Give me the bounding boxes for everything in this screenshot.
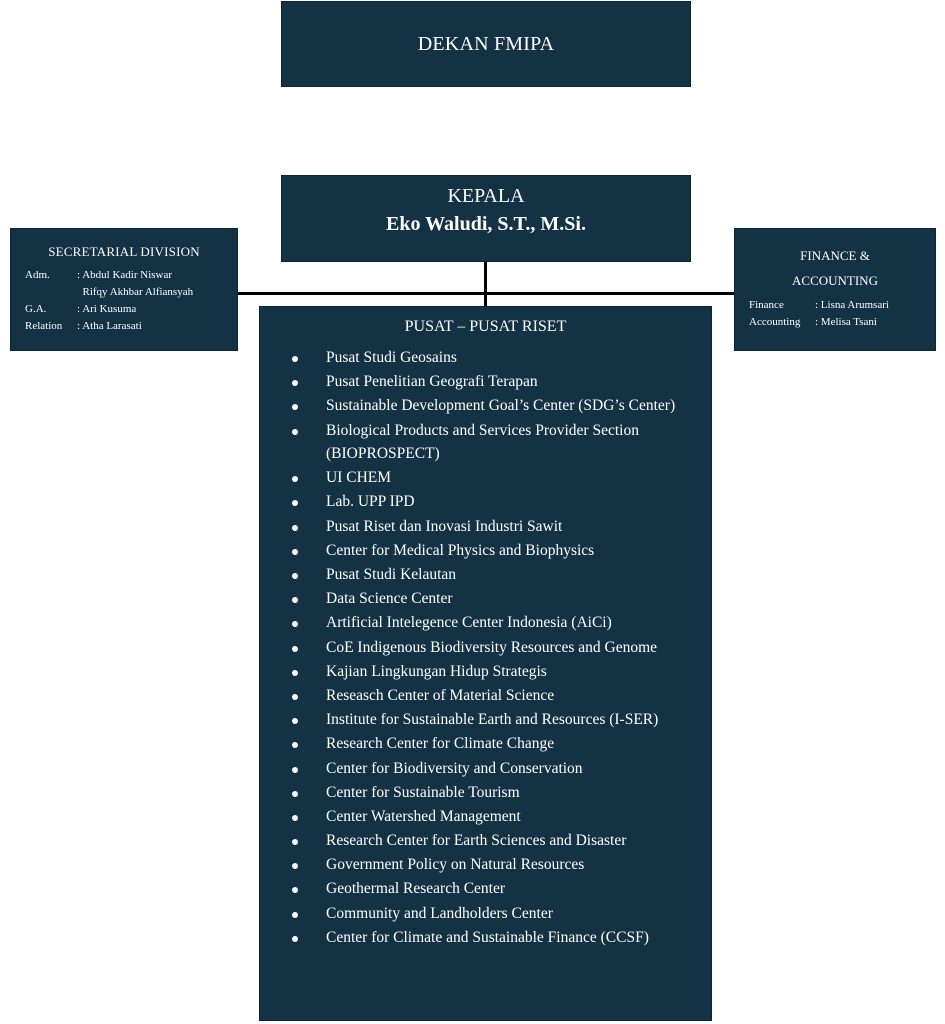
finance-accounting-box [734, 228, 936, 351]
finance-role: Finance [749, 299, 784, 311]
secretarial-name: : Atha Larasati [77, 320, 142, 332]
bullet-icon [292, 670, 298, 676]
list-item-label: Center for Sustainable Tourism [326, 783, 520, 801]
pusat-riset-box [259, 306, 712, 1021]
list-item [260, 902, 713, 926]
bullet-icon [292, 863, 298, 869]
finance-name: : Lisna Arumsari [815, 299, 889, 311]
list-item [260, 805, 713, 829]
bullet-icon [292, 646, 298, 652]
secretarial-title: SECRETARIAL DIVISION [48, 244, 200, 259]
bullet-icon [292, 815, 298, 821]
list-item-label: CoE Indigenous Biodiversity Resources and Genome [326, 638, 658, 656]
bullet-icon [292, 694, 298, 700]
bullet-icon [292, 839, 298, 845]
kepala-name: Eko Waludi, S.T., M.Si. [386, 213, 586, 235]
bullet-icon [292, 476, 298, 482]
list-item [260, 611, 713, 635]
list-item [260, 708, 713, 732]
list-item [260, 636, 713, 660]
list-item-label: Artificial Intelegence Center Indonesia (AiCi) [326, 614, 612, 632]
list-item-label: Pusat Studi Geosains [326, 349, 457, 366]
list-item [260, 781, 713, 805]
list-item [260, 466, 713, 490]
list-item [260, 926, 713, 950]
secretarial-role: Relation [25, 320, 63, 332]
bullet-icon [292, 380, 298, 386]
list-item [260, 490, 713, 514]
list-item [260, 346, 713, 370]
pusat-riset-title: PUSAT – PUSAT RISET [404, 318, 567, 335]
bullet-icon [292, 936, 298, 942]
bullet-icon [292, 549, 298, 555]
connector-horizontal [236, 292, 734, 295]
list-item-label: Center for Biodiversity and Conservation [326, 759, 583, 777]
list-item-label: Data Science Center [326, 590, 453, 608]
list-item-label: Pusat Penelitian Geografi Terapan [326, 373, 538, 391]
secretarial-role: Adm. [25, 269, 50, 281]
list-item [260, 515, 713, 539]
bullet-icon [292, 912, 298, 918]
bullet-icon [292, 742, 298, 748]
list-item [260, 732, 713, 756]
finance-name: : Melisa Tsani [815, 316, 877, 328]
list-item [260, 877, 713, 901]
list-item [260, 539, 713, 563]
list-item-label: Institute for Sustainable Earth and Resources (I-SER) [326, 711, 659, 729]
bullet-icon [292, 621, 298, 627]
list-item [260, 587, 713, 611]
bullet-icon [292, 404, 298, 410]
bullet-icon [292, 500, 298, 506]
list-item [260, 419, 713, 466]
list-item-label: Research Center for Climate Change [326, 735, 555, 753]
list-item [260, 660, 713, 684]
list-item-label: Center Watershed Management [326, 807, 521, 825]
list-item-label: Center for Climate and Sustainable Finance (CCSF) [326, 928, 649, 946]
pusat-riset-list [260, 346, 713, 950]
list-item [260, 563, 713, 587]
list-item-label: Research Center for Earth Sciences and Disaster [326, 832, 627, 850]
bullet-icon [292, 791, 298, 797]
finance-title-line2: ACCOUNTING [792, 273, 878, 288]
list-item-label: Sustainable Development Goal’s Center (SDG’s Center) [326, 397, 676, 415]
list-item-label: Community and Landholders Center [326, 904, 553, 922]
list-item [260, 829, 713, 853]
bullet-icon [292, 429, 298, 435]
bullet-icon [292, 573, 298, 579]
list-item-label: Pusat Riset dan Inovasi Industri Sawit [326, 517, 563, 535]
kepala-box [281, 175, 691, 262]
dekan-box [281, 1, 691, 87]
list-item [260, 853, 713, 877]
list-item-label: Government Policy on Natural Resources [326, 856, 585, 874]
connector-vertical [484, 262, 487, 309]
bullet-icon [292, 356, 298, 362]
bullet-icon [292, 597, 298, 603]
secretarial-role: G.A. [25, 303, 47, 315]
dekan-title: DEKAN FMIPA [417, 32, 555, 55]
bullet-icon [292, 767, 298, 773]
list-item [260, 370, 713, 394]
secretarial-name: Rifqy Akhbar Alfiansyah [77, 286, 194, 298]
bullet-icon [292, 718, 298, 724]
kepala-title: KEPALA [447, 185, 525, 207]
finance-title-line1: FINANCE & [800, 248, 870, 263]
list-item-label: Geothermal Research Center [326, 880, 506, 898]
bullet-icon [292, 887, 298, 893]
list-item-label: Lab. UPP IPD [326, 493, 415, 511]
list-item-label: Kajian Lingkungan Hidup Strategis [326, 662, 547, 680]
list-item-label: Biological Products and Services Provider Section (BIOPROSPECT) [326, 421, 639, 463]
secretarial-name: : Abdul Kadir Niswar [77, 269, 173, 281]
secretarial-name: : Ari Kusuma [77, 303, 137, 315]
list-item-label: Center for Medical Physics and Biophysics [326, 541, 595, 559]
secretarial-division-box [10, 228, 238, 351]
list-item-label: Reseasch Center of Material Science [326, 686, 555, 704]
bullet-icon [292, 525, 298, 531]
list-item [260, 684, 713, 708]
finance-role: Accounting [749, 316, 801, 328]
list-item [260, 757, 713, 781]
list-item [260, 394, 713, 418]
list-item-label: Pusat Studi Kelautan [326, 566, 457, 583]
list-item-label: UI CHEM [326, 469, 392, 487]
